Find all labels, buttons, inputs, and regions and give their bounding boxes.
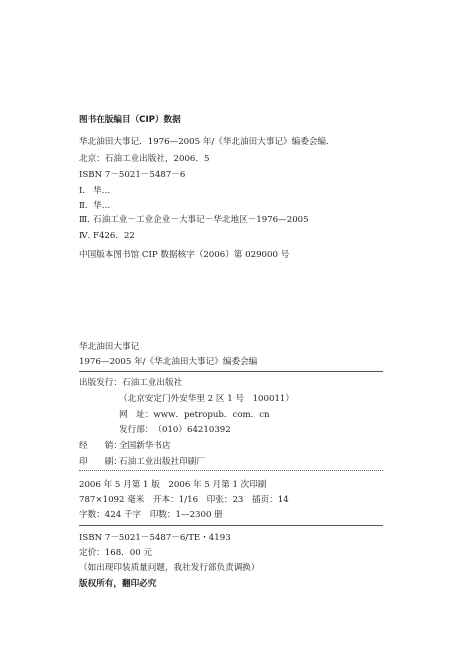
seller-name: 全国新华书店 — [119, 441, 171, 451]
website-label: 网 址： — [119, 410, 154, 420]
cip-subject-3 — [79, 215, 309, 226]
printer-label: 印 刷： — [79, 457, 122, 467]
edition-line-1: 2006 年 5 月第 1 版 2006 年 5 月第 1 次印刷 — [79, 480, 267, 490]
subject-number: Ⅰ． — [79, 186, 91, 196]
edition-line-2: 787×1092 毫米 开本：1/16 印张：23 插页：14 — [79, 495, 289, 505]
book-title: 华北油田大事记 — [79, 342, 140, 352]
cip-data-number: 中国版本图书馆 CIP 数据核字（2006）第 029000 号 — [79, 250, 290, 260]
subject-text: 华… — [93, 201, 111, 211]
publisher-name: 石油工业出版社 — [121, 378, 183, 388]
divider — [79, 470, 383, 471]
subject-number: Ⅳ． — [79, 231, 97, 241]
cip-subject-1 — [79, 186, 110, 197]
publisher-label: 出版发行： — [79, 378, 122, 388]
divider — [79, 371, 383, 372]
cip-isbn: ISBN 7－5021－5487－6 — [79, 170, 186, 180]
subject-text: 石油工业－工业企业－大事记－华北地区－1976—2005 — [93, 215, 309, 225]
isbn-full: ISBN 7－5021－5487－6/TE・4193 — [79, 533, 231, 543]
publisher-website-line — [119, 410, 270, 421]
phone-label: 发行部： — [119, 425, 154, 435]
phone-number: （010）64210392 — [153, 425, 231, 435]
publisher-phone-line — [119, 425, 231, 436]
subject-text: 华… — [93, 186, 111, 196]
publisher-line — [79, 378, 182, 389]
publisher-address: （北京安定门外安华里 2 区 1 号 100011） — [119, 394, 294, 404]
cip-subject-2 — [79, 201, 110, 212]
cip-record-line-1: 华北油田大事记．1976—2005 年/《华北油田大事记》编委会编． — [79, 137, 335, 147]
printer-name: 石油工业出版社印刷厂 — [119, 457, 205, 467]
seller-line — [79, 441, 171, 452]
divider — [79, 525, 383, 526]
book-subtitle: 1976—2005 年/《华北油田大事记》编委会编 — [79, 357, 258, 367]
cip-record-line-2: 北京：石油工业出版社，2006．5 — [79, 154, 210, 164]
seller-label: 经 销： — [79, 441, 122, 451]
quality-notice: （如出现印装质量问题，我社发行部负责调换） — [79, 563, 260, 573]
cip-heading: 图书在版编目（CIP）数据 — [79, 115, 181, 125]
website-link[interactable]: www．petropub．com．cn — [153, 410, 270, 420]
cip-subject-4 — [79, 231, 135, 242]
subject-number: Ⅲ． — [79, 215, 96, 225]
subject-number: Ⅱ． — [79, 201, 94, 211]
rights-notice: 版权所有，翻印必究 — [79, 579, 157, 589]
subject-text: F426．22 — [93, 231, 135, 241]
edition-line-3: 字数：424 千字 印数：1—2300 册 — [79, 510, 223, 520]
printer-line — [79, 457, 205, 468]
price: 定价：168．00 元 — [79, 548, 153, 558]
